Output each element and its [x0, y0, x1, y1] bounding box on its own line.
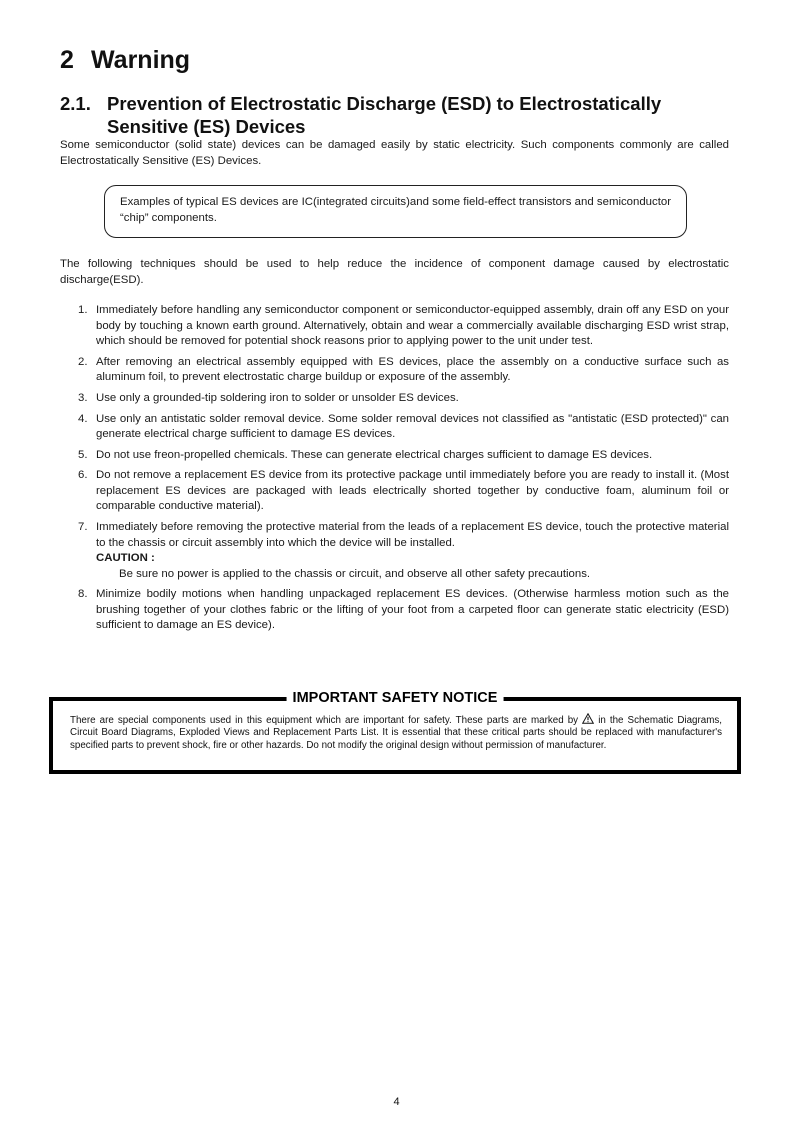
intro-paragraph: Some semiconductor (solid state) devices can be damaged easily by static electricity. Such components commonly are called Electrostatically Sensitive (ES) Devices.: [60, 139, 729, 167]
caution-text: Be sure no power is applied to the chassis or circuit, and observe all other safety precautions.: [119, 567, 591, 580]
step-number: 8.: [78, 588, 88, 601]
list-item: [78, 391, 729, 407]
step-number: 1.: [78, 304, 88, 316]
list-item: [78, 587, 729, 634]
example-box: Examples of typical ES devices are IC(integrated circuits)and some field-effect transistors and semiconductor “chip” components.: [104, 185, 687, 238]
step-text: Use only a grounded-tip soldering iron to solder or unsolder ES devices.: [96, 391, 459, 404]
important-safety-notice-box: [49, 690, 741, 774]
techniques-intro-paragraph: The following techniques should be used to help reduce the incidence of component damage caused by electrostatic discharge(ESD).: [60, 258, 729, 286]
warning-triangle-icon: [582, 713, 594, 724]
chapter-heading: [60, 46, 190, 75]
section-heading: [60, 92, 740, 138]
safety-text-part-2: in the Schematic Diagrams, Circuit Board Diagrams, Exploded Views and Replacement Parts List. It is essential that these critical parts should be replaced with manufacturer's specified parts to prevent shock, fire or other hazards. Do not modify the original design without permission of manufacturer.: [70, 715, 722, 751]
step-number: 7.: [78, 521, 88, 534]
list-item: [78, 468, 729, 515]
safety-text-part-1: There are special components used in this equipment which are important for safety. These parts are marked by: [70, 715, 579, 726]
list-item: [78, 412, 729, 443]
list-item: [78, 448, 729, 464]
step-text: Do not remove a replacement ES device from its protective package until immediately before you are ready to install it. (Most replacement ES devices are packaged with leads electrically shorted together by conductive foam, aluminum foil or comparable conductive material).: [96, 469, 729, 513]
step-number: 2.: [78, 355, 88, 368]
section-number: 2.1.: [60, 93, 91, 114]
safety-notice-text: [70, 713, 722, 752]
step-text: Immediately before handling any semiconductor component or semiconductor-equipped assembly, drain off any ESD on your body by touching a known earth ground. Alternatively, obtain and wear a commercially available discharging ESD wrist strap, which should be removed for potential shock reasons prior to applying power to the unit under test.: [96, 304, 729, 347]
page-number: 4: [393, 1096, 400, 1108]
list-item: [78, 355, 729, 386]
list-item: [78, 303, 729, 350]
step-number: 6.: [78, 469, 88, 482]
caution-label: CAUTION :: [96, 552, 155, 565]
step-text: Immediately before removing the protective material from the leads of a replacement ES device, touch the protective material to the chassis or circuit assembly into which the device will be installed.: [96, 521, 729, 549]
chapter-number: 2: [60, 46, 74, 74]
step-text: After removing an electrical assembly equipped with ES devices, place the assembly on a conductive surface such as aluminum foil, to prevent electrostatic charge buildup or exposure of the assembly.: [96, 355, 729, 384]
step-number: 4.: [78, 412, 88, 425]
step-number: 5.: [78, 448, 88, 461]
step-text: Minimize bodily motions when handling unpackaged replacement ES devices. (Otherwise harmless motion such as the brushing together of your clothes fabric or the lifting of your foot from a carpeted floor can generate static electricity (ESD) sufficient to damage an ES device).: [96, 588, 729, 632]
chapter-title: Warning: [91, 46, 191, 74]
list-item: [78, 520, 729, 582]
safety-notice-title: IMPORTANT SAFETY NOTICE: [287, 689, 504, 707]
step-text: Do not use freon-propelled chemicals. These can generate electrical charges sufficient to damage ES devices.: [96, 448, 653, 461]
esd-steps-list: [78, 303, 729, 639]
step-number: 3.: [78, 391, 88, 404]
step-text: Use only an antistatic solder removal device. Some solder removal devices not classified as "antistatic (ESD protected)" can generate electrical charge sufficient to damage ES devices.: [96, 412, 729, 441]
section-title: Prevention of Electrostatic Discharge (ESD) to Electrostatically Sensitive (ES) Devices: [107, 93, 662, 137]
